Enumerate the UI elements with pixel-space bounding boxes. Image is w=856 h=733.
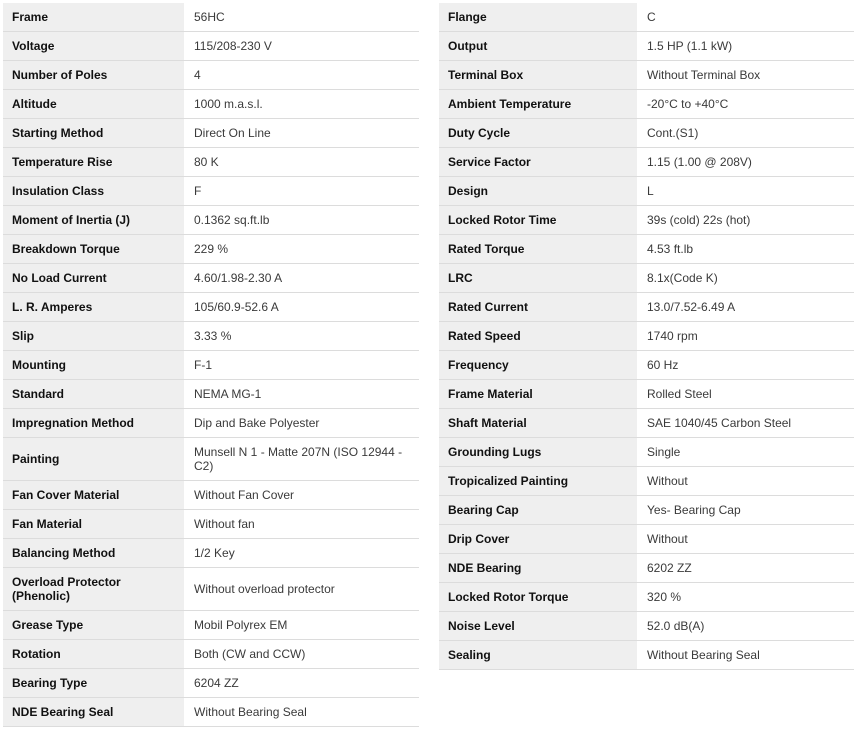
spec-row	[439, 177, 854, 206]
spec-value: Mobil Polyrex EM	[184, 611, 419, 640]
spec-label: Design	[439, 177, 637, 206]
spec-value: Yes- Bearing Cap	[637, 496, 854, 525]
spec-value: -20°C to +40°C	[637, 90, 854, 119]
spec-value: Cont.(S1)	[637, 119, 854, 148]
spec-value: F-1	[184, 351, 419, 380]
spec-row	[3, 177, 419, 206]
spec-label: Mounting	[3, 351, 184, 380]
spec-label: Moment of Inertia (J)	[3, 206, 184, 235]
spec-label: Fan Material	[3, 510, 184, 539]
spec-label: Service Factor	[439, 148, 637, 177]
spec-value: 115/208-230 V	[184, 32, 419, 61]
spec-row	[3, 293, 419, 322]
spec-row	[439, 554, 854, 583]
spec-value: 13.0/7.52-6.49 A	[637, 293, 854, 322]
spec-label: Sealing	[439, 641, 637, 670]
spec-row	[3, 611, 419, 640]
spec-row	[439, 612, 854, 641]
spec-label: NDE Bearing Seal	[3, 698, 184, 727]
spec-value: Single	[637, 438, 854, 467]
spec-label: Duty Cycle	[439, 119, 637, 148]
spec-label: Frame Material	[439, 380, 637, 409]
spec-value: 6204 ZZ	[184, 669, 419, 698]
spec-value: 52.0 dB(A)	[637, 612, 854, 641]
spec-value: 105/60.9-52.6 A	[184, 293, 419, 322]
spec-value: Both (CW and CCW)	[184, 640, 419, 669]
spec-row	[439, 380, 854, 409]
spec-row	[3, 119, 419, 148]
spec-row	[439, 90, 854, 119]
spec-value: 1.5 HP (1.1 kW)	[637, 32, 854, 61]
spec-value: L	[637, 177, 854, 206]
spec-row	[439, 235, 854, 264]
spec-label: Locked Rotor Torque	[439, 583, 637, 612]
spec-row	[3, 90, 419, 119]
spec-value: Without Bearing Seal	[184, 698, 419, 727]
spec-value: Without	[637, 467, 854, 496]
spec-value: Munsell N 1 - Matte 207N (ISO 12944 - C2)	[184, 438, 419, 481]
spec-value: Without overload protector	[184, 568, 419, 611]
spec-label: Grease Type	[3, 611, 184, 640]
spec-row	[439, 641, 854, 670]
spec-row	[439, 206, 854, 235]
spec-label: Frame	[3, 3, 184, 32]
spec-row	[439, 293, 854, 322]
spec-label: Bearing Cap	[439, 496, 637, 525]
spec-value: Without Fan Cover	[184, 481, 419, 510]
spec-row	[439, 322, 854, 351]
spec-value: SAE 1040/45 Carbon Steel	[637, 409, 854, 438]
spec-label: Locked Rotor Time	[439, 206, 637, 235]
spec-row	[439, 351, 854, 380]
spec-label: Rotation	[3, 640, 184, 669]
spec-row	[439, 409, 854, 438]
spec-value: F	[184, 177, 419, 206]
spec-row	[3, 640, 419, 669]
spec-row	[439, 3, 854, 32]
spec-row	[3, 698, 419, 727]
spec-label: Rated Current	[439, 293, 637, 322]
spec-row	[3, 264, 419, 293]
spec-label: Tropicalized Painting	[439, 467, 637, 496]
spec-row	[3, 568, 419, 611]
spec-label: Slip	[3, 322, 184, 351]
specs-table-left-body	[3, 3, 419, 727]
spec-row	[439, 525, 854, 554]
spec-label: Overload Protector (Phenolic)	[3, 568, 184, 611]
spec-value: 56HC	[184, 3, 419, 32]
spec-row	[3, 61, 419, 90]
spec-row	[3, 438, 419, 481]
spec-row	[3, 409, 419, 438]
spec-value: C	[637, 3, 854, 32]
spec-row	[3, 3, 419, 32]
spec-value: Without Terminal Box	[637, 61, 854, 90]
spec-label: Terminal Box	[439, 61, 637, 90]
spec-label: Flange	[439, 3, 637, 32]
spec-label: Breakdown Torque	[3, 235, 184, 264]
spec-value: 60 Hz	[637, 351, 854, 380]
spec-row	[3, 481, 419, 510]
spec-label: Noise Level	[439, 612, 637, 641]
spec-label: Impregnation Method	[3, 409, 184, 438]
spec-label: Fan Cover Material	[3, 481, 184, 510]
spec-label: Insulation Class	[3, 177, 184, 206]
spec-value: 1740 rpm	[637, 322, 854, 351]
spec-value: Without Bearing Seal	[637, 641, 854, 670]
spec-label: Painting	[3, 438, 184, 481]
spec-label: Frequency	[439, 351, 637, 380]
spec-label: Altitude	[3, 90, 184, 119]
spec-value: 1000 m.a.s.l.	[184, 90, 419, 119]
spec-row	[439, 264, 854, 293]
spec-value: 6202 ZZ	[637, 554, 854, 583]
spec-row	[439, 496, 854, 525]
spec-value: 1/2 Key	[184, 539, 419, 568]
spec-label: Rated Torque	[439, 235, 637, 264]
spec-label: Voltage	[3, 32, 184, 61]
spec-value: 80 K	[184, 148, 419, 177]
spec-label: Output	[439, 32, 637, 61]
spec-row	[3, 322, 419, 351]
spec-row	[439, 61, 854, 90]
spec-value: 1.15 (1.00 @ 208V)	[637, 148, 854, 177]
spec-row	[439, 438, 854, 467]
spec-label: Starting Method	[3, 119, 184, 148]
spec-value: 4	[184, 61, 419, 90]
spec-row	[3, 148, 419, 177]
specs-table-right	[439, 3, 854, 670]
spec-label: Drip Cover	[439, 525, 637, 554]
spec-row	[439, 467, 854, 496]
spec-row	[3, 206, 419, 235]
spec-label: Number of Poles	[3, 61, 184, 90]
spec-value: 4.60/1.98-2.30 A	[184, 264, 419, 293]
spec-value: Without fan	[184, 510, 419, 539]
spec-row	[3, 351, 419, 380]
spec-label: Shaft Material	[439, 409, 637, 438]
spec-label: Standard	[3, 380, 184, 409]
spec-value: Without	[637, 525, 854, 554]
spec-value: Rolled Steel	[637, 380, 854, 409]
spec-label: Temperature Rise	[3, 148, 184, 177]
spec-label: Balancing Method	[3, 539, 184, 568]
spec-row	[439, 148, 854, 177]
specs-table-right-body	[439, 3, 854, 670]
spec-value: NEMA MG-1	[184, 380, 419, 409]
spec-value: 229 %	[184, 235, 419, 264]
spec-row	[3, 235, 419, 264]
spec-label: Bearing Type	[3, 669, 184, 698]
spec-row	[3, 380, 419, 409]
spec-row	[3, 32, 419, 61]
spec-value: 39s (cold) 22s (hot)	[637, 206, 854, 235]
spec-value: Dip and Bake Polyester	[184, 409, 419, 438]
spec-row	[439, 32, 854, 61]
spec-value: 8.1x(Code K)	[637, 264, 854, 293]
spec-row	[3, 510, 419, 539]
spec-value: 4.53 ft.lb	[637, 235, 854, 264]
spec-label: NDE Bearing	[439, 554, 637, 583]
spec-label: Ambient Temperature	[439, 90, 637, 119]
spec-value: Direct On Line	[184, 119, 419, 148]
spec-row	[3, 539, 419, 568]
spec-label: L. R. Amperes	[3, 293, 184, 322]
spec-label: LRC	[439, 264, 637, 293]
spec-value: 3.33 %	[184, 322, 419, 351]
spec-row	[3, 669, 419, 698]
spec-row	[439, 583, 854, 612]
spec-label: Rated Speed	[439, 322, 637, 351]
spec-row	[439, 119, 854, 148]
spec-value: 320 %	[637, 583, 854, 612]
spec-label: No Load Current	[3, 264, 184, 293]
specs-table-left	[3, 3, 419, 727]
spec-value: 0.1362 sq.ft.lb	[184, 206, 419, 235]
spec-label: Grounding Lugs	[439, 438, 637, 467]
